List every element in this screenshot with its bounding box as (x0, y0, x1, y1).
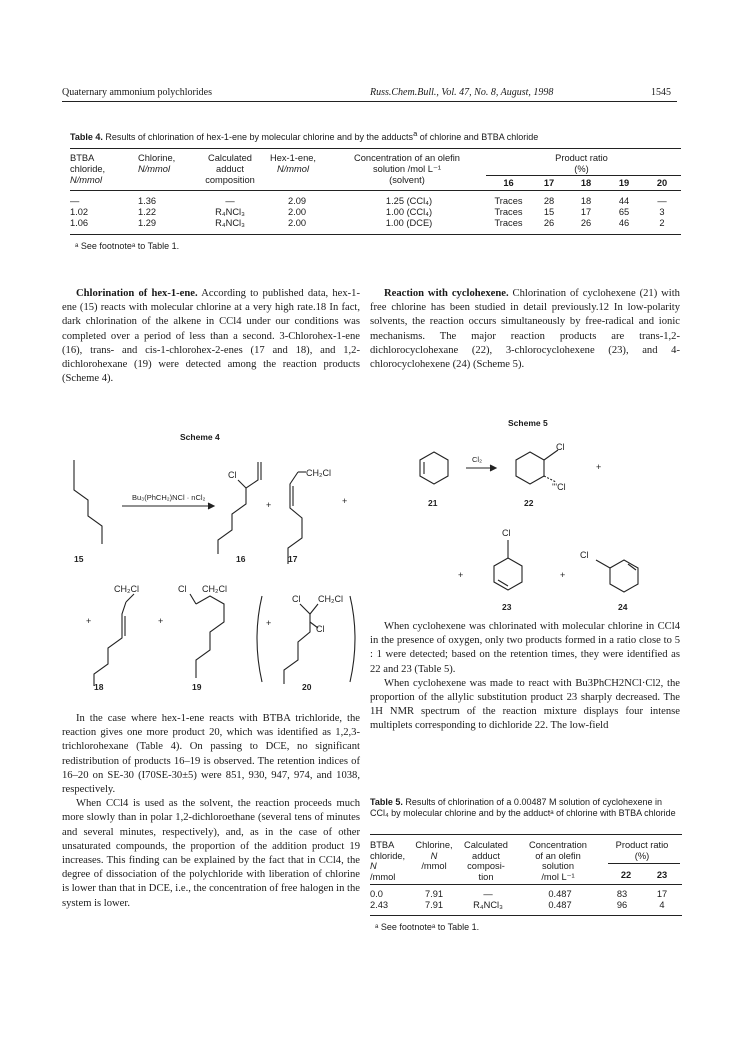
paragraph: In the case where hex-1-ene reacts with BTBA trichloride, the reaction gives one more product 20, which was identified as 1,2,3-trichlorohexane (Table 4). On passing to DCE, no significant redistribution of products 16–19 is observed. The retention indices of 16–20 on SE-30 (I70SE-30±5) were 851, 930, 947, 974, and 1038, respectively. (62, 713, 360, 796)
compound-label-17: 17 (288, 554, 298, 564)
table4-h-calc: Calculated adduct composition (205, 153, 255, 185)
compound-label-22: 22 (524, 498, 534, 508)
table4-footnote: ᵃ See footnoteᵃ to Table 1. (75, 241, 180, 251)
scheme5-title: Scheme 5 (508, 418, 548, 428)
table5-product-rule (608, 863, 680, 864)
table4-product-rule (486, 175, 681, 176)
mol-15-chain (74, 460, 102, 544)
table-row: 1.06 1.29 R₄NCl₃ 2.00 1.00 (DCE) Traces 26 26 46 2 (70, 218, 665, 228)
table4-caption (70, 129, 680, 142)
table4-header-rule (70, 190, 681, 191)
table4-bottom-rule (70, 234, 681, 235)
plus-sign: + (266, 500, 272, 510)
journal-citation: Russ.Chem.Bull., Vol. 47, No. 8, August, 1998 (370, 87, 554, 98)
table5-h-product: Product ratio (%) (615, 840, 669, 861)
compound-label-16: 16 (236, 554, 246, 564)
bracket-left (257, 596, 262, 682)
plus-sign: + (86, 616, 92, 626)
table4-caption-tail: of chlorine and BTBA chloride (417, 132, 539, 142)
plus-sign: + (596, 462, 602, 472)
compound-label-20: 20 (302, 682, 312, 692)
left-column-bottom (62, 712, 360, 911)
table-row: — 1.36 — 2.09 1.25 (CCl₄) Traces 28 18 44 — (70, 196, 667, 206)
mol-19-chain (196, 596, 224, 678)
compound-label-24: 24 (618, 602, 628, 612)
table5-h-chlorine: Chlorine, N /mmol (415, 840, 453, 871)
table-row: 1.02 1.22 R₄NCl₃ 2.00 1.00 (CCl₄) Traces 15 17 65 3 (70, 207, 665, 217)
compound-label-19: 19 (192, 682, 202, 692)
compound-label-15: 15 (74, 554, 84, 564)
table4-h-chlorine: Chlorine, N/mmol (138, 153, 176, 174)
table5-header-rule (370, 884, 682, 885)
group-label: Cl (228, 470, 237, 480)
col-17: 17 (543, 178, 555, 188)
table4-body (70, 196, 681, 229)
table4-h-conc: Concentration of an olefin solution /mol L⁻¹ (solvent) (354, 153, 460, 185)
group-label: Cl (292, 594, 301, 604)
table5-caption (370, 797, 680, 818)
table-row: 2.43 7.91 R₄NCl₃ 0.487 96 4 (370, 900, 665, 910)
col-19: 19 (618, 178, 630, 188)
table4-h-hexene: Hex-1-ene, N/mmol (270, 153, 316, 174)
mol-17-chain (288, 472, 302, 564)
paragraph: When CCl4 is used as the solvent, the reaction proceeds much more slowly than in polar 1,2-dichloroethane (several tens of minutes and several minutes, respectively), and, as in the case of other unsaturated compounds, the proportion of the addition product 19 increases. This finding can be explained by the fact that in CCl4, the degree of dissociation of the polychloride with liberation of chlorine is lower than that in DCE, i.e., the concentration of free halogen in the system is lower. (62, 798, 361, 909)
scheme4-title: Scheme 4 (180, 432, 220, 442)
plus-sign: + (266, 618, 272, 628)
compound-label-21: 21 (428, 498, 438, 508)
table5-h-conc: Concentration of an olefin solution /mol L⁻¹ (529, 840, 587, 882)
right-column-middle (370, 620, 680, 734)
group-label: Cl (178, 584, 187, 594)
plus-sign: + (158, 616, 164, 626)
mol-22-ring (516, 452, 544, 484)
header-rule (62, 101, 677, 102)
group-label: CH₂Cl (318, 594, 343, 604)
plus-sign: + (560, 570, 566, 580)
mol-24-ring (610, 560, 638, 592)
paragraph: Reaction with cyclohexene. Chlorination of cyclohexene (21) with free chlorine has been studied in detail previously.12 In low-polarity solvents, the reaction occurs simultaneously by free-radical and ionic mechanisms. The major reaction products are trans-1,2-dichlorocyclohexane (22), 3-chlorocyclohexene (23), and 4-chlorocyclohexene (24) (Scheme 5). (370, 288, 680, 371)
mol-20-chain (284, 614, 310, 684)
col-16: 16 (503, 178, 514, 188)
right-column-top (370, 287, 680, 372)
table4-top-rule (70, 148, 681, 149)
mol-16-chain (218, 462, 258, 554)
table5-body (370, 889, 682, 911)
plus-sign: + (342, 496, 348, 506)
running-title: Quaternary ammonium polychlorides (62, 87, 212, 98)
scheme5-diagram (410, 436, 690, 616)
table-row: 0.0 7.91 — 0.487 83 17 (370, 889, 668, 899)
table4-caption-text: Results of chlorination of hex-1-ene by molecular chlorine and by the adducts (105, 132, 414, 142)
col-22: 22 (620, 870, 632, 880)
group-label: CH₂Cl (202, 584, 227, 594)
table4-prod-cols (486, 178, 681, 188)
table5-caption-text: Results of chlorination of a 0.00487 M solution of cyclohexene in CCl₄ by molecular chlorine and by the adductᵃ of chlorine with BTBA chloride (370, 797, 676, 818)
plus-sign: + (458, 570, 464, 580)
scheme5-reagent: Cl₂ (472, 455, 482, 464)
mol-18-chain (94, 602, 126, 686)
group-label: Cl (556, 442, 565, 452)
table4-label: Table 4. (70, 132, 103, 142)
group-label: Cl (316, 624, 325, 634)
table5-label: Table 5. (370, 797, 403, 807)
left-column-top (62, 287, 360, 386)
table5-footnote: ᵃ See footnoteᵃ to Table 1. (375, 922, 480, 932)
scheme4-reagent: Bu₃(PhCH₂)NCl · nCl₂ (132, 493, 206, 502)
paragraph: Chlorination of hex-1-ene. According to published data, hex-1-ene (15) reacts with molecular chlorine at a very high rate.18 In fact, dark chlorination of the alkene in CCl4 under our conditions was completed over a period of less than a second. 3-Chlorohex-1-ene (16), trans- and cis-1-chlorohex-2-enes (17 and 18), and 1,2-dichlorohexane (19) were detected among the reaction products (Scheme 4). (62, 288, 360, 385)
table5-top-rule (370, 834, 682, 835)
group-label: Cl (502, 528, 511, 538)
bracket-right (350, 596, 355, 682)
mol-23-ring (494, 558, 522, 590)
compound-label-18: 18 (94, 682, 104, 692)
table5-h-calc: Calculated adduct composi- tion (464, 840, 508, 882)
col-23: 23 (656, 870, 668, 880)
paragraph: When cyclohexene was made to react with Bu3PhCH2NCl·Cl2, the proportion of the allylic substitution product 23 sharply decreased. The 1H NMR spectrum of the reaction mixture displays four intense multiplets corresponding to dichloride 22. The low-field (370, 677, 680, 732)
col-18: 18 (580, 178, 592, 188)
group-label: '''Cl (552, 482, 566, 492)
table4-caption-sup: a (413, 129, 418, 138)
table5-h-btba: BTBA chloride, N /mmol (370, 840, 406, 882)
table4-h-btba: BTBA chloride, N/mmol (70, 153, 106, 185)
group-label: Cl (580, 550, 589, 560)
col-20: 20 (656, 178, 668, 188)
scheme4-diagram (62, 448, 362, 698)
paragraph: When cyclohexene was chlorinated with molecular chlorine in CCl4 in the presence of oxygen, only two products formed in a ratio close to 5 : 1 were detected; based on the retention times, they were identified as 22 and 23 (Table 5). (370, 621, 680, 675)
table5-prod-cols (608, 870, 680, 881)
compound-label-23: 23 (502, 602, 512, 612)
group-label: CH₂Cl (114, 584, 139, 594)
group-label: CH₂Cl (306, 468, 331, 478)
table5-bottom-rule (370, 915, 682, 916)
table4-h-product: Product ratio (%) (555, 153, 608, 174)
page-number: 1545 (651, 87, 671, 98)
